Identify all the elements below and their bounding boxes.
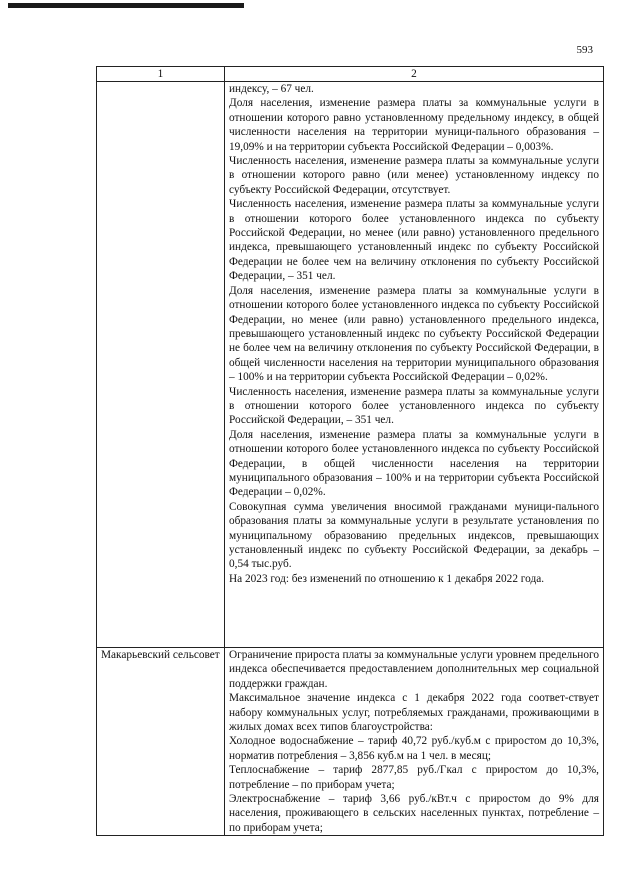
column-header-2: 2 (225, 67, 604, 82)
paragraph: Максимальное значение индекса с 1 декабря 2022 года соответ-ствует набору коммунальных услуг, потребляемых гражданами, проживающими в жилых домах всех типов благоустройства: (229, 692, 599, 734)
municipality-name-cell (97, 82, 225, 648)
paragraph: На 2023 год: без изменений по отношению к 1 декабря 2022 года. (229, 572, 545, 585)
paragraph: Численность населения, изменение размера платы за коммунальные услуги в отношении которого более установленного индекса по субъекту Российской Федерации, – 351 чел. (229, 385, 599, 427)
scan-edge-mark (8, 3, 244, 8)
paragraph: Численность населения, изменение размера платы за коммунальные услуги в отношении которого равно (или менее) установленному индексу по субъекту Российской Федерации, отсутствует. (229, 155, 599, 196)
document-table (96, 66, 604, 836)
paragraph: Совокупная сумма увеличения вносимой гражданами муници-пального образования платы за коммунальные услуги в результате установления по муниципальному образованию предельных индексов, превышающих установленный индекс по субъекту Российской Федерации, за декабрь – 0,54 тыс.руб. (229, 500, 599, 571)
table-header-row (97, 67, 604, 82)
municipality-name-cell: Макарьевский сельсовет (97, 648, 225, 836)
paragraph: Холодное водоснабжение – тариф 40,72 руб./куб.м с приростом до 10,3%, норматив потребления – 3,856 куб.м на 1 чел. в месяц; (229, 735, 599, 762)
paragraph: Теплоснабжение – тариф 2877,85 руб./Гкал с приростом до 10,3%, потребление – по приборам учета; (229, 764, 599, 791)
table-row (97, 82, 604, 648)
description-cell (225, 648, 604, 836)
page-number: 593 (576, 44, 593, 56)
paragraph: Доля населения, изменение размера платы за коммунальные услуги в отношении которого более установленного индекса по субъекту Российской Федерации, в общей численности населения на территории муниципального образования – 100% и на территории субъекта Российской Федерации – 0,02%. (229, 428, 599, 499)
paragraph: индексу, – 67 чел. (229, 83, 314, 95)
paragraph: Доля населения, изменение размера платы за коммунальные услуги в отношении которого равно установленному предельному индексу, в общей численности населения на территории муници-пального образования – 19,09% и на территории субъекта Российской Федерации – 0,003%. (229, 97, 599, 153)
description-cell (225, 82, 604, 648)
paragraph: Доля населения, изменение размера платы за коммунальные услуги в отношении которого более установленного индекса по субъекту Российской Федерации, но менее (или равно) установленного предельного индекса, превышающего установленный индекс по субъекту Российской Федерации не более чем на величину отклонения по субъекту Российской Федерации, в общей численности населения на территории муниципального образования – 100% и на территории субъекта Российской Федерации – 0,02%. (229, 284, 599, 384)
column-header-1: 1 (97, 67, 225, 82)
paragraph: Численность населения, изменение размера платы за коммунальные услуги в отношении которого более установленного индекса по субъекту Российской Федерации, но менее (или равно) установленного предельного индекса, превышающего установленный индекс по субъекту Российской Федерации не более чем на величину отклонения по субъекту Российской Федерации, – 351 чел. (229, 198, 599, 283)
paragraph: Электроснабжение – тариф 3,66 руб./кВт.ч с приростом до 9% для населения, проживающего в сельских населенных пунктах, потребление – по приборам учета; (229, 793, 599, 834)
table-row (97, 648, 604, 836)
paragraph: Ограничение прироста платы за коммунальные услуги уровнем предельного индекса обеспечивается предоставлением дополнительных мер социальной поддержки граждан. (229, 649, 599, 690)
